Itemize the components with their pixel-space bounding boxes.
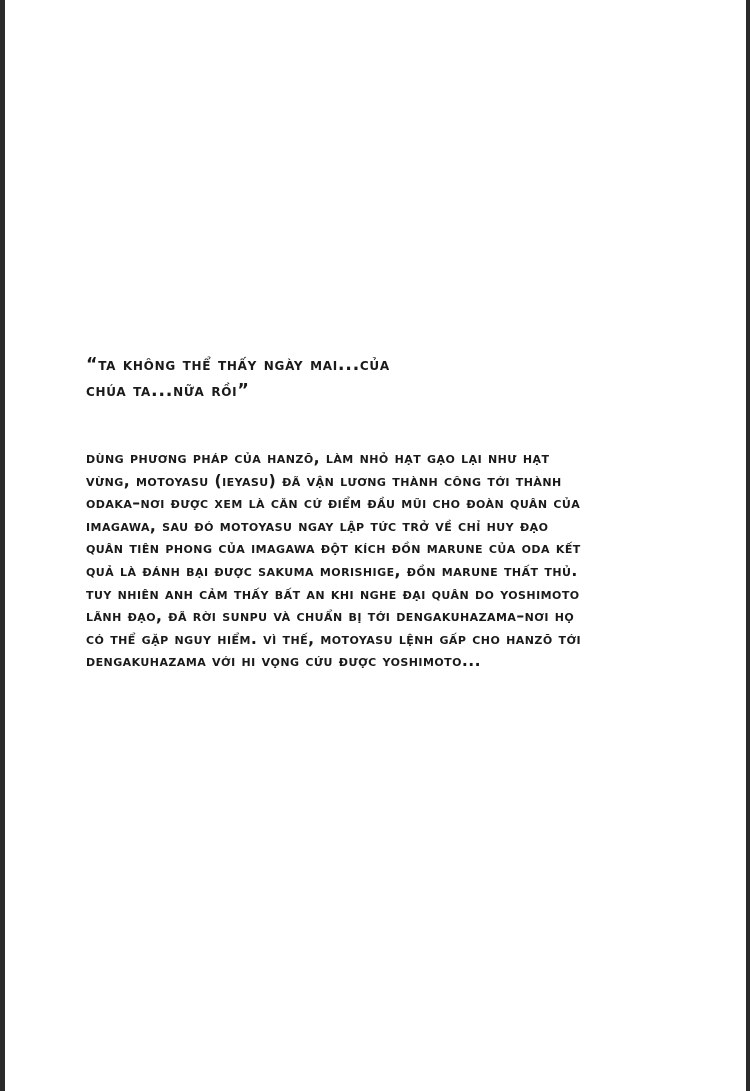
page-left-border: [0, 0, 5, 1091]
narration-line: odaka–nơi được xem là căn cứ điểm đầu mũi cho đoàn quân của: [86, 494, 581, 513]
narration-line: vừng, motoyasu (ieyasu) đã vận lương thành công tới thành: [86, 471, 562, 490]
narration-line: tuy nhiên anh cảm thấy bất an khi nghe đại quân do yoshimoto: [86, 584, 580, 603]
narration-line: dùng phương pháp của hanzō, làm nhỏ hạt gạo lại như hạt: [86, 449, 550, 467]
narration-line: có thể gặp nguy hiểm. vì thế, motoyasu lệnh gấp cho hanzō tới: [86, 629, 582, 648]
narration-line: quả là đánh bại được sakuma morishige, đồn marune thất thủ.: [86, 561, 578, 580]
quote-line: “ta không thể thấy ngày mai...của: [86, 355, 390, 375]
narration-line: lãnh đạo, đã rời sunpu và chuẩn bị tới dengakuhazama–nơi họ: [86, 607, 575, 626]
narration-line: imagawa, sau đó motoyasu ngay lập tức trở về chỉ huy đạo: [86, 516, 549, 535]
narration-line: dengakuhazama với hi vọng cứu được yoshimoto...: [86, 652, 482, 671]
narration-line: quân tiên phong của imagawa đột kích đồn marune của oda kết: [86, 539, 581, 558]
quote-line: chúa ta...nữa rồi”: [86, 381, 250, 401]
quote-text: [86, 352, 646, 404]
narration-text: [86, 447, 658, 673]
page-right-border: [746, 0, 750, 1091]
